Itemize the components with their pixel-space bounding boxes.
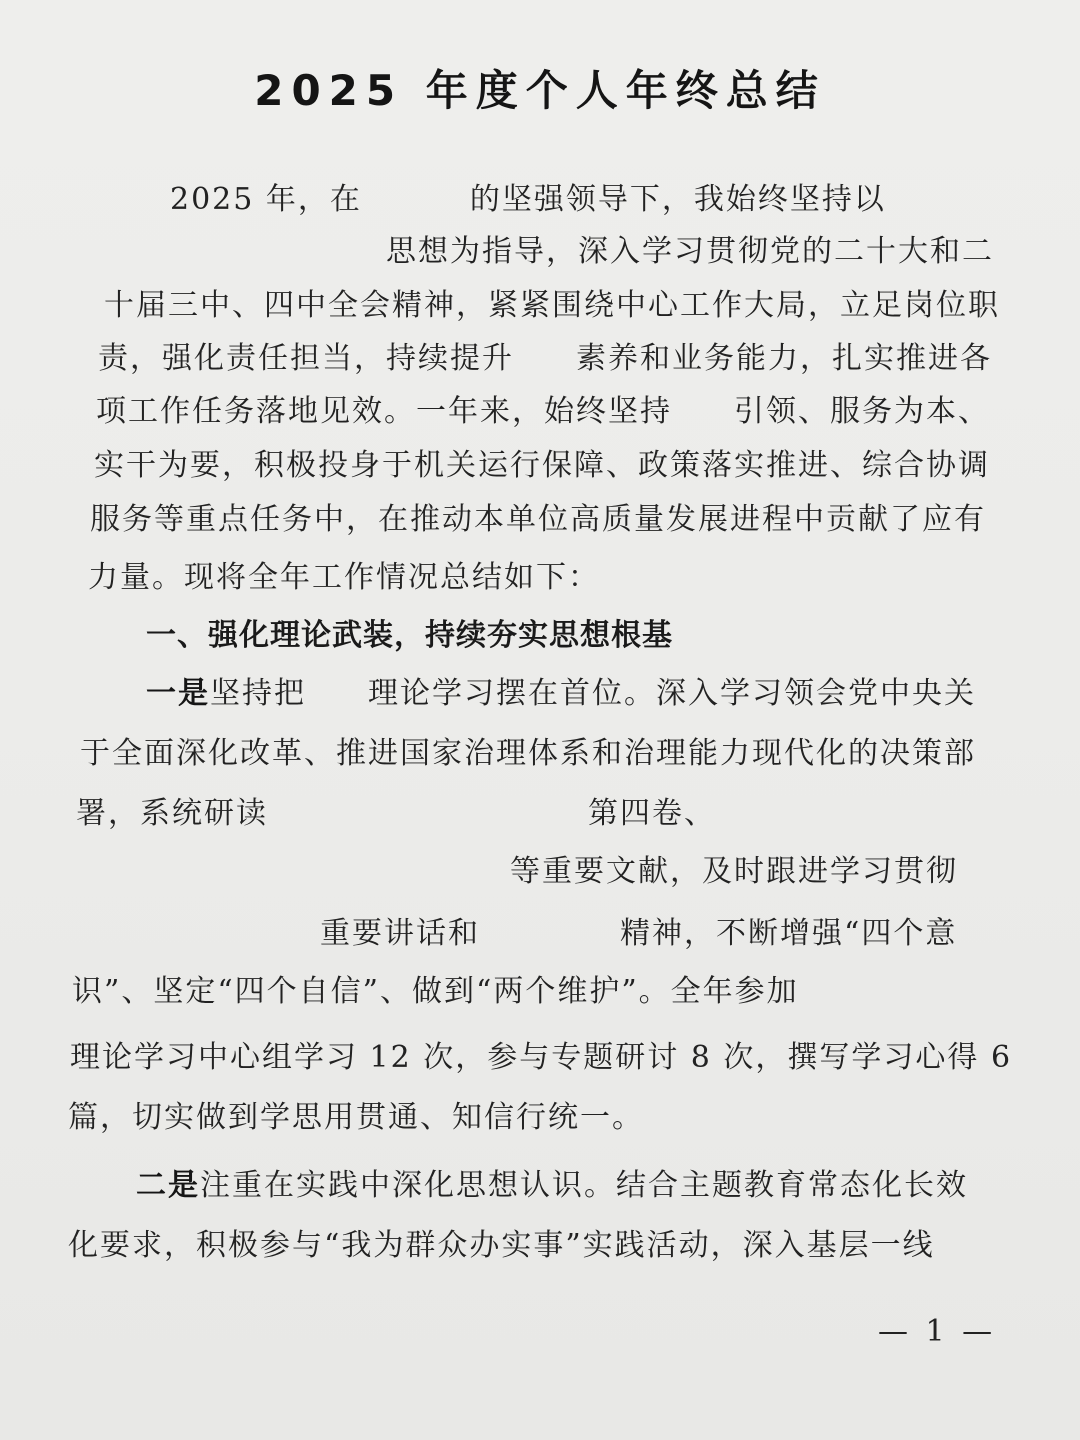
item-2-line-2: 化要求，积极参与“我为群众办实事”实践活动，深入基层一线 xyxy=(68,1228,935,1263)
item-1-line-1-part-b: 理论学习摆在首位。深入学习领会党中央关 xyxy=(368,676,976,711)
intro-line-1-part-a: 2025 年，在 xyxy=(170,182,362,217)
section-1-heading: 一、强化理论武装，持续夯实思想根基 xyxy=(146,618,673,653)
item-2-line-1 xyxy=(136,1160,968,1204)
item-1-line-1 xyxy=(146,668,976,712)
page-title: 2025 年度个人年终总结 xyxy=(254,66,826,115)
item-1-line-5 xyxy=(320,908,957,952)
intro-line-1-part-b: 的坚强领导下，我始终坚持以 xyxy=(469,182,886,217)
item-1-line-1-part-a: 坚持把 xyxy=(210,676,306,711)
item-1-line-2: 于全面深化改革、推进国家治理体系和治理能力现代化的决策部 xyxy=(80,736,976,771)
intro-line-3: 十届三中、四中全会精神，紧紧围绕中心工作大局，立足岗位职 xyxy=(104,288,1000,323)
intro-line-5 xyxy=(96,386,990,430)
intro-line-8: 力量。现将全年工作情况总结如下： xyxy=(88,560,600,595)
item-1-line-8: 篇，切实做到学思用贯通、知信行统一。 xyxy=(68,1100,644,1135)
intro-line-1 xyxy=(170,174,886,218)
intro-line-7: 服务等重点任务中，在推动本单位高质量发展进程中贡献了应有 xyxy=(90,502,986,537)
item-1-line-3-part-a: 署，系统研读 xyxy=(76,796,268,831)
item-2-lead: 二是 xyxy=(136,1168,200,1203)
item-1-line-5-part-a: 重要讲话和 xyxy=(320,916,480,951)
intro-line-6: 实干为要，积极投身于机关运行保障、政策落实推进、综合协调 xyxy=(94,448,990,483)
intro-line-5-part-a: 项工作任务落地见效。一年来，始终坚持 xyxy=(96,394,672,429)
item-1-line-7: 理论学习中心组学习 12 次，参与专题研讨 8 次，撰写学习心得 6 xyxy=(70,1040,1013,1075)
item-1-lead: 一是 xyxy=(146,676,210,711)
intro-line-5-part-b: 引领、服务为本、 xyxy=(734,394,990,429)
page-number: — 1 — xyxy=(878,1314,997,1349)
item-2-line-1-text: 注重在实践中深化思想认识。结合主题教育常态化长效 xyxy=(200,1168,968,1203)
item-1-line-3 xyxy=(76,788,716,832)
item-1-line-3-part-b: 第四卷、 xyxy=(588,796,716,831)
intro-line-2: 思想为指导，深入学习贯彻党的二十大和二 xyxy=(386,234,994,269)
intro-line-4-part-a: 责，强化责任担当，持续提升 xyxy=(98,341,514,376)
intro-line-4-part-b: 素养和业务能力，扎实推进各 xyxy=(576,341,992,376)
intro-line-4 xyxy=(98,333,992,377)
item-1-line-6: 识”、坚定“四个自信”、做到“两个维护”。全年参加 xyxy=(72,974,799,1009)
item-1-line-5-part-b: 精神，不断增强“四个意 xyxy=(620,916,958,951)
item-1-line-4: 等重要文献，及时跟进学习贯彻 xyxy=(510,854,958,889)
